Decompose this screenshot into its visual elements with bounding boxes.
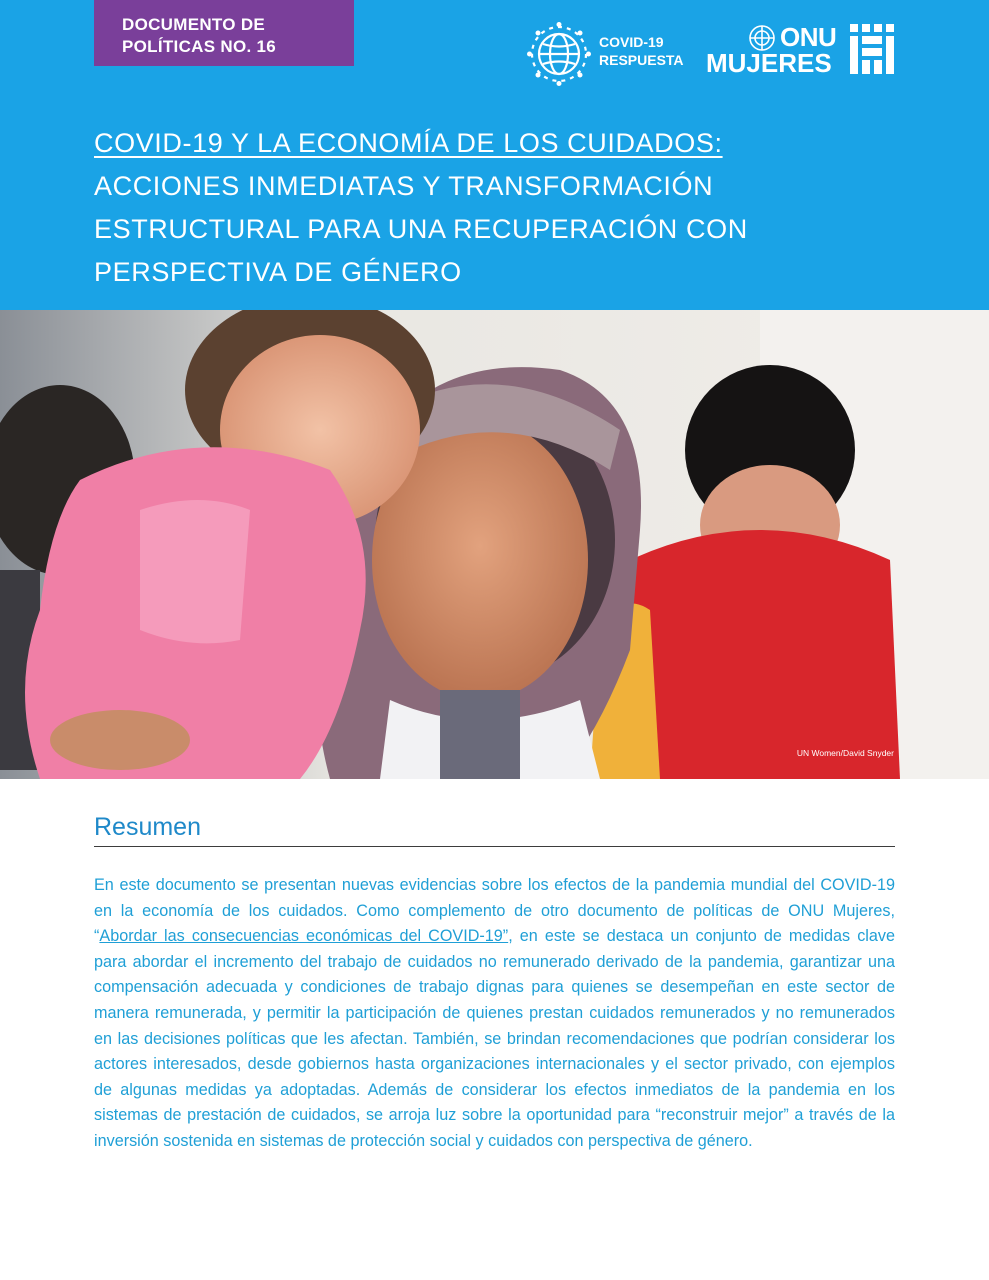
women-grid-icon: [850, 24, 896, 74]
cover-photo: [0, 310, 989, 779]
summary-heading: Resumen: [94, 813, 201, 841]
covid-logo-line2: RESPUESTA: [599, 52, 684, 68]
title-line1: COVID-19 Y LA ECONOMÍA DE LOS CUIDADOS:: [94, 128, 723, 158]
policy-badge: [94, 0, 354, 66]
globe-virus-icon: [527, 22, 591, 86]
heading-divider: [94, 846, 895, 847]
document-title: [94, 122, 914, 294]
title-rest: ACCIONES INMEDIATAS Y TRANSFORMACIÓN ESTRUCTURAL PARA UNA RECUPERACIÓN CON PERSPECTIVA DE GÉNERO: [94, 171, 748, 287]
covid-logo-text: [599, 33, 684, 69]
summary-text-part2: , en este se destaca un conjunto de medidas clave para abordar el incremento del trabajo de cuidados no remunerado derivado de la pandemia, garantizar una compensación adecuada y condiciones de trabajo dignas para quienes se desempeñan en este sector de manera remunerada, y permitir la participación de quienes prestan cuidados remunerados y no remunerados en las decisiones políticas que les afectan. También, se brindan recomendaciones que podrían considerar los actores interesados, desde gobiernos hasta organizaciones internacionales y el sector privado, con ejemplos de algunas medidas ya adoptadas. Además de considerar los efectos inmediatos de la pandemia en los sistemas de prestación de cuidados, se arroja luz sobre la oportunidad para “reconstruir mejor” a través de la inversión sostenida en sistemas de protección social y cuidados con perspectiva de género.: [94, 927, 895, 1150]
badge-line1: DOCUMENTO DE: [122, 15, 266, 34]
photo-credit: UN Women/David Snyder: [796, 748, 894, 758]
policy-brief-link[interactable]: Abordar las consecuencias económicas del COVID-19”: [99, 927, 509, 946]
header-banner: [0, 0, 989, 310]
badge-line2: POLÍTICAS NO. 16: [122, 37, 277, 56]
mujeres-word: MUJERES: [706, 48, 832, 78]
summary-text: [94, 873, 895, 1155]
onu-word: ONU: [780, 22, 837, 52]
covid-response-logo: [527, 22, 687, 86]
covid-logo-line1: COVID-19: [599, 34, 664, 50]
onu-mujeres-logo: [705, 22, 900, 82]
summary-text-part1: En este documento se presentan nuevas evidencias sobre los efectos de la pandemia mundial del COVID-19 en la economía de los cuidados. Como complemento de otro documento de políticas de ONU Mujeres, “: [94, 876, 895, 946]
